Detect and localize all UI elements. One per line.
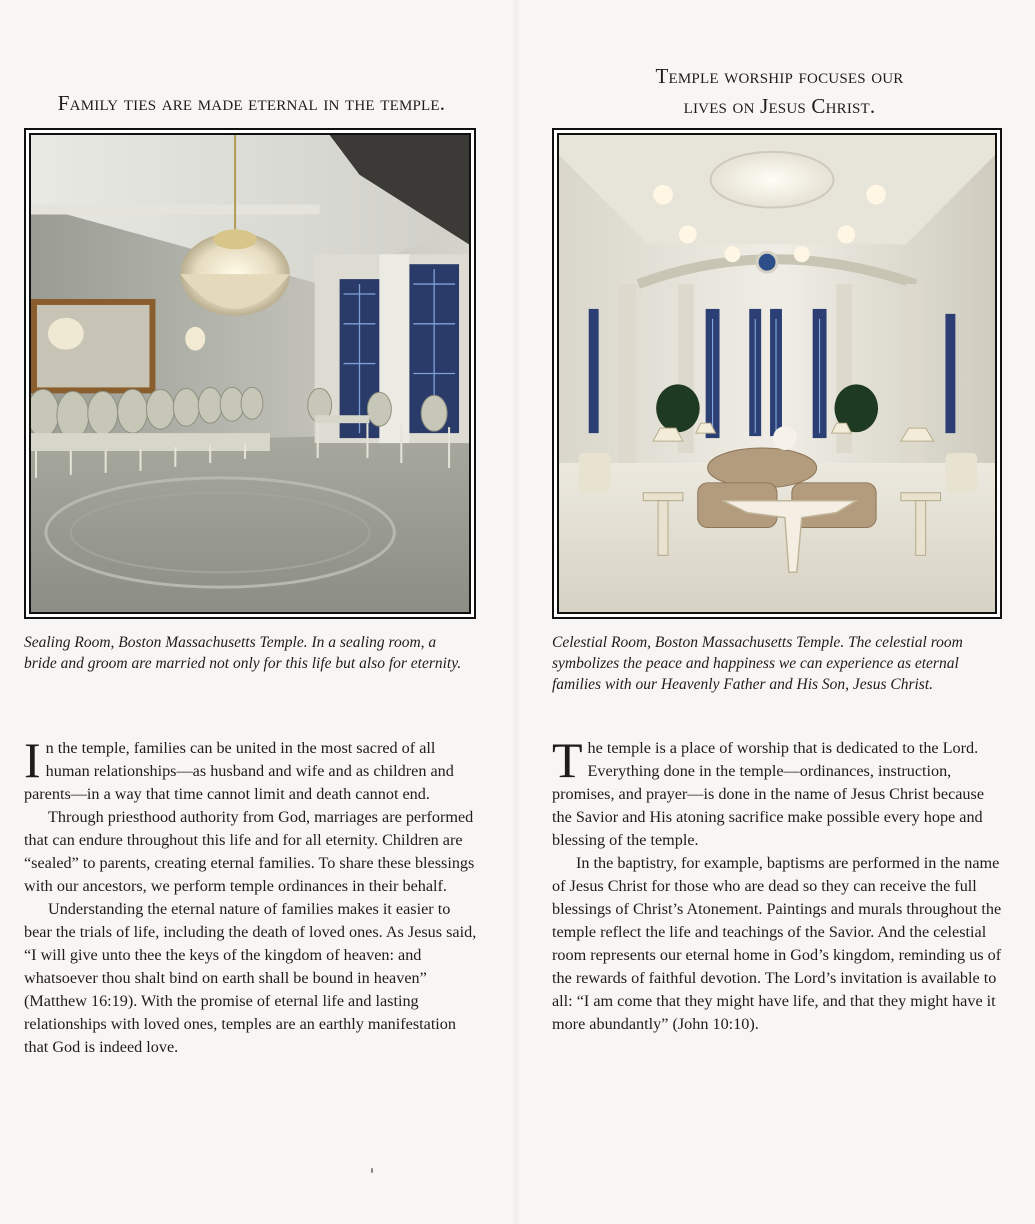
left-heading-line: Family ties are made eternal in the temple. xyxy=(57,91,446,115)
celestial-room-photo xyxy=(557,133,997,614)
drop-cap: T xyxy=(552,732,583,788)
right-paragraph-1-text: he temple is a place of worship that is dedicated to the Lord. Everything done in the temple—ordinances, instruction, promises, and prayer—is done in the name of Jesus Christ because the Savior and His atoning sacrifice make possible every hope and blessing of the temple. xyxy=(552,739,985,849)
sealing-room-photo xyxy=(29,133,471,614)
sealing-room-caption xyxy=(24,632,479,674)
page-fold xyxy=(512,0,520,1224)
sealing-room-illustration xyxy=(31,135,469,612)
sealing-room-photo-frame xyxy=(24,128,476,619)
right-paragraph-1 xyxy=(552,732,1007,852)
right-caption-line: Celestial Room, Boston Massachusetts Temple. The celestial room xyxy=(552,634,963,651)
left-paragraph-1-text: n the temple, families can be united in the most sacred of all human relationships—as husband and wife and as children and parents—in a way that time cannot limit and death cannot end. xyxy=(24,739,454,803)
left-paragraph-2: Through priesthood authority from God, marriages are performed that can endure throughout this life and for all eternity. Children are “sealed” to parents, creating eternal families. To share these blessings with our ancestors, we perform temple ordinances in their behalf. xyxy=(24,808,475,895)
left-paragraph-1 xyxy=(24,732,479,806)
left-caption-line: bride and groom are married not only for this life but also for eternity. xyxy=(24,655,462,672)
right-paragraph-2: In the baptistry, for example, baptisms are performed in the name of Jesus Christ for those who are dead so they can receive the full blessings of Christ’s Atonement. Paintings and murals throughout the temple reflect the life and teachings of the Savior. And the celestial room represents our eternal home in God’s kingdom, reminding us of the rewards of faithful devotion. The Lord’s invitation is available to all: “I am come that they might have life, and that they might have it more abundantly” (John 10:10). xyxy=(552,854,1002,1033)
print-speck xyxy=(371,1168,373,1173)
right-heading xyxy=(552,61,1007,121)
right-caption-line: symbolizes the peace and happiness we can experience as eternal xyxy=(552,655,959,672)
right-page xyxy=(552,0,1007,1224)
celestial-room-photo-frame xyxy=(552,128,1002,619)
right-heading-line: Temple worship focuses our xyxy=(655,64,904,88)
right-heading-line: lives on Jesus Christ. xyxy=(683,94,876,118)
right-body-text xyxy=(552,732,1007,1036)
left-page xyxy=(24,0,479,1224)
left-caption-line: Sealing Room, Boston Massachusetts Temple. In a sealing room, a xyxy=(24,634,437,651)
left-paragraph-3: Understanding the eternal nature of families makes it easier to bear the trials of life, including the death of loved ones. As Jesus said, “I will give unto thee the keys of the kingdom of heaven: and whatsoever thou shalt bind on earth shall be bound in heaven” (Matthew 16:19). With the promise of eternal life and lasting relationships with loved ones, temples are an earthly manifestation that God is indeed love. xyxy=(24,900,477,1056)
left-body-text xyxy=(24,732,479,1059)
drop-cap: I xyxy=(24,732,41,788)
celestial-room-caption xyxy=(552,632,1007,695)
celestial-room-illustration xyxy=(559,135,995,612)
left-heading xyxy=(24,88,479,118)
right-caption-line: families with our Heavenly Father and His Son, Jesus Christ. xyxy=(552,676,934,693)
